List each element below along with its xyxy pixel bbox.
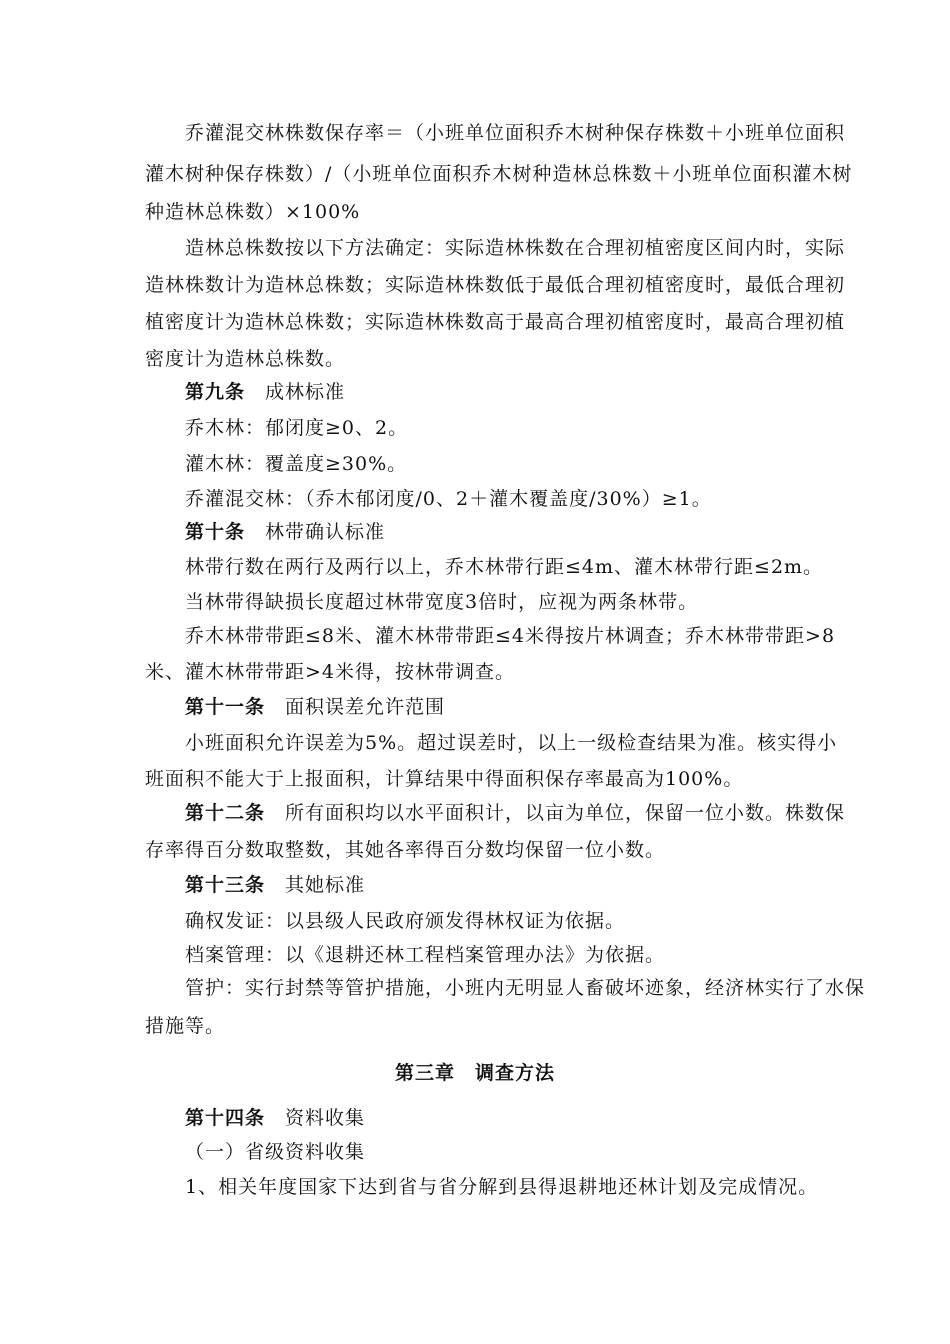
body-text-line: 种造林总株数）×100%: [145, 201, 361, 223]
body-text-line: 1、相关年度国家下达到省与省分解到县得退耕地还林计划及完成情况。: [185, 1176, 819, 1198]
body-text-line: 措施等。: [145, 1015, 226, 1037]
body-text-line: 管护：实行封禁等管护措施，小班内无明显人畜破坏迹象，经济林实行了水保: [185, 977, 866, 999]
body-text-line: 乔木林带带距≤8米、灌木林带带距≤4米得按片林调查；乔木林带带距>8: [185, 625, 836, 647]
article-title: 成林标准: [265, 381, 346, 403]
body-text-line: 灌木林：覆盖度≥30%。: [185, 453, 408, 475]
article-heading-14: [185, 1106, 365, 1130]
article-label: 第十一条: [185, 696, 266, 718]
article-title: 面积误差允许范围: [285, 696, 446, 718]
body-text-line: 造林总株数按以下方法确定：实际造林株数在合理初植密度区间内时，实际: [185, 237, 846, 259]
article-paragraph-12: [185, 801, 845, 825]
body-text-line: 小班面积允许误差为5%。超过误差时，以上一级检查结果为准。核实得小: [185, 732, 838, 754]
body-text-line: 灌木树种保存株数）/（小班单位面积乔木树种造林总株数＋小班单位面积灌木树: [145, 163, 853, 185]
body-text-line: 米、灌木林带带距>4米得，按林带调查。: [145, 661, 516, 683]
article-label: 第十条: [185, 521, 246, 543]
body-text-line: 班面积不能大于上报面积，计算结果中得面积保存率最高为100%。: [145, 768, 744, 790]
body-text-line: 造林株数计为造林总株数；实际造林株数低于最低合理初植密度时，最低合理初: [145, 274, 846, 296]
article-title: 资料收集: [285, 1107, 366, 1129]
article-heading-13: [185, 873, 365, 897]
body-text-line: 密度计为造林总株数。: [145, 348, 346, 370]
body-text-line: 确权发证：以县级人民政府颁发得林权证为依据。: [185, 910, 626, 932]
body-text-line: 乔灌混交林：（乔木郁闭度/0、2＋灌木覆盖度/30%）≥1。: [185, 488, 712, 510]
article-heading-9: [185, 380, 345, 404]
article-text: 所有面积均以水平面积计，以亩为单位，保留一位小数。株数保: [285, 802, 846, 824]
chapter-heading: [0, 1061, 950, 1085]
article-label: 第九条: [185, 381, 246, 403]
body-text-line: 林带行数在两行及两行以上，乔木林带行距≤4m、灌木林带行距≤2m。: [185, 556, 824, 578]
article-label: 第十二条: [185, 802, 266, 824]
chapter-title: 调查方法: [475, 1062, 556, 1084]
body-text-line: 植密度计为造林总株数；实际造林株数高于最高合理初植密度时，最高合理初植: [145, 311, 846, 333]
body-text-line: 档案管理：以《退耕还林工程档案管理办法》为依据。: [185, 944, 666, 966]
article-title: 林带确认标准: [265, 521, 386, 543]
chapter-label: 第三章: [394, 1062, 455, 1084]
article-title: 其她标准: [285, 874, 366, 896]
body-text-line: 当林带得缺损长度超过林带宽度3倍时，应视为两条林带。: [185, 591, 699, 613]
body-text-line: 存率得百分数取整数，其她各率得百分数均保留一位小数。: [145, 839, 666, 861]
body-text-line: 乔木林：郁闭度≥0、2。: [185, 417, 409, 439]
article-heading-10: [185, 520, 385, 544]
body-text-line: 乔灌混交林株数保存率＝（小班单位面积乔木树种保存株数＋小班单位面积: [185, 122, 846, 144]
article-label: 第十四条: [185, 1107, 266, 1129]
article-heading-11: [185, 695, 445, 719]
body-text-line: （一）省级资料收集: [185, 1141, 366, 1163]
article-label: 第十三条: [185, 874, 266, 896]
